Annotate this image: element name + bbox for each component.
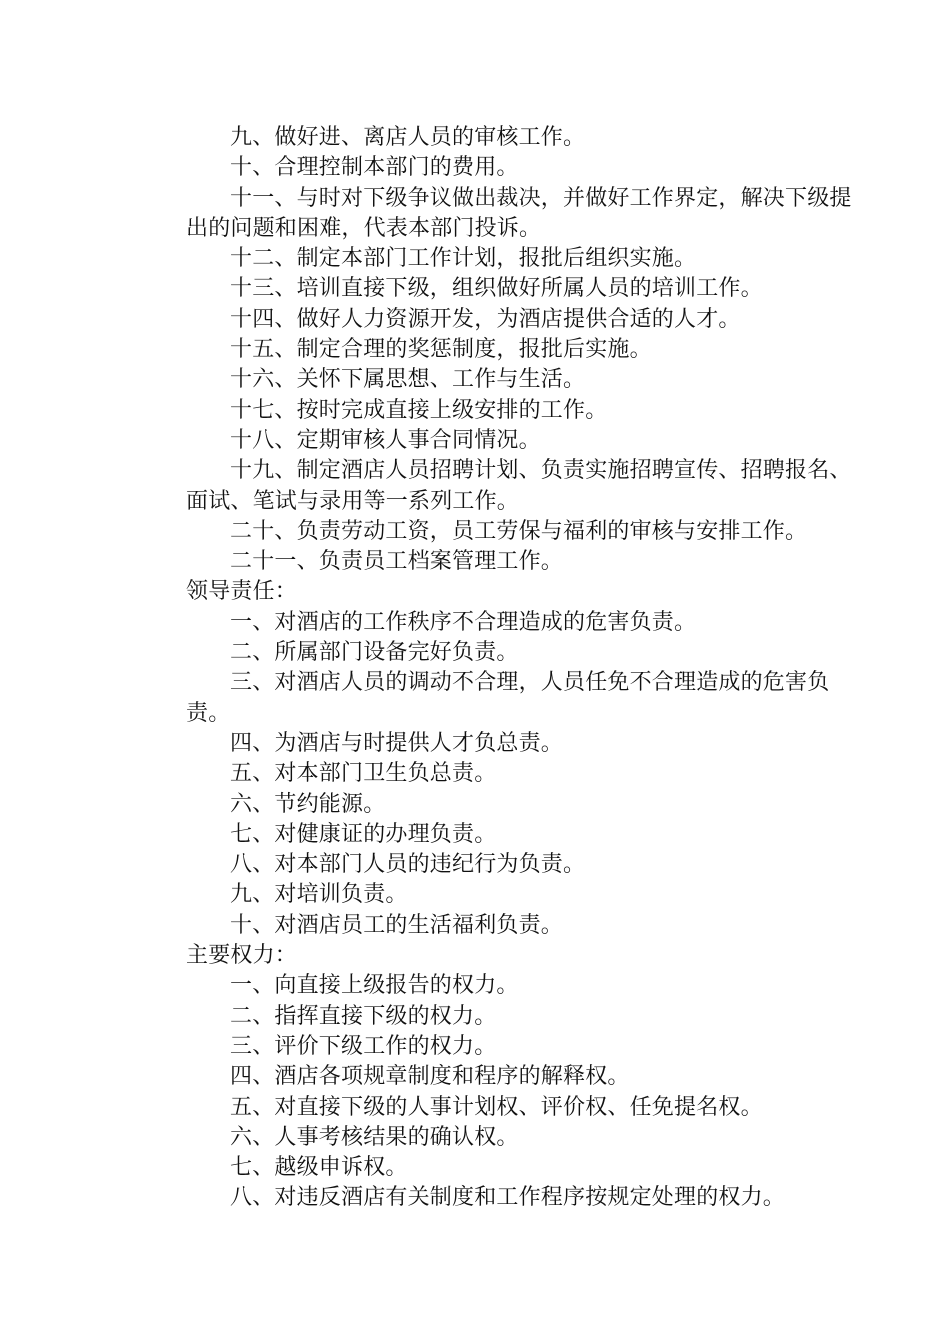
list-item: 二十一、负责员工档案管理工作。	[230, 549, 564, 575]
list-item: 六、节约能源。	[230, 791, 386, 817]
list-item: 十二、制定本部门工作计划，报批后组织实施。	[230, 246, 697, 272]
powers-list	[186, 971, 866, 1213]
list-item: 八、对违反酒店有关制度和工作程序按规定处理的权力。	[230, 1185, 786, 1211]
list-item: 九、做好进、离店人员的审核工作。	[230, 125, 586, 150]
list-item: 十一、与时对下级争议做出裁决，并做好工作界定，解决下级提出的问题和困难，代表本部门投诉。	[186, 185, 852, 241]
list-item: 二、指挥直接下级的权力。	[230, 1003, 497, 1029]
list-item: 四、酒店各项规章制度和程序的解释权。	[230, 1064, 630, 1090]
leadership-list	[186, 608, 866, 941]
list-item: 二、所属部门设备完好负责。	[230, 640, 519, 666]
list-item: 七、对健康证的办理负责。	[230, 821, 497, 847]
list-item: 十六、关怀下属思想、工作与生活。	[230, 367, 586, 393]
powers-heading: 主要权力：	[186, 943, 298, 969]
list-item: 三、对酒店人员的调动不合理，人员任免不合理造成的危害负责。	[186, 670, 830, 726]
leadership-heading: 领导责任：	[186, 579, 298, 605]
list-item: 十、对酒店员工的生活福利负责。	[230, 912, 564, 938]
duties-list	[186, 123, 866, 577]
document-page	[186, 123, 866, 1214]
list-item: 七、越级申诉权。	[230, 1155, 408, 1181]
list-item: 一、向直接上级报告的权力。	[230, 973, 519, 999]
list-item: 十八、定期审核人事合同情况。	[230, 427, 541, 453]
list-item: 五、对直接下级的人事计划权、评价权、任免提名权。	[230, 1094, 763, 1120]
list-item: 三、评价下级工作的权力。	[230, 1033, 497, 1059]
list-item: 五、对本部门卫生负总责。	[230, 761, 497, 787]
list-item: 六、人事考核结果的确认权。	[230, 1124, 519, 1150]
list-item: 二十、负责劳动工资，员工劳保与福利的审核与安排工作。	[230, 518, 808, 544]
list-item: 十五、制定合理的奖惩制度，报批后实施。	[230, 337, 652, 363]
list-item: 十七、按时完成直接上级安排的工作。	[230, 397, 608, 423]
list-item: 十九、制定酒店人员招聘计划、负责实施招聘宣传、招聘报名、面试、笔试与录用等一系列工作。	[186, 458, 852, 514]
list-item: 十四、做好人力资源开发，为酒店提供合适的人才。	[230, 306, 741, 332]
list-item: 九、对培训负责。	[230, 882, 408, 908]
list-item: 一、对酒店的工作秩序不合理造成的危害负责。	[230, 609, 697, 635]
list-item: 十三、培训直接下级，组织做好所属人员的培训工作。	[230, 276, 763, 302]
list-item: 八、对本部门人员的违纪行为负责。	[230, 852, 586, 878]
list-item: 十、合理控制本部门的费用。	[230, 155, 519, 181]
list-item: 四、为酒店与时提供人才负总责。	[230, 730, 564, 756]
